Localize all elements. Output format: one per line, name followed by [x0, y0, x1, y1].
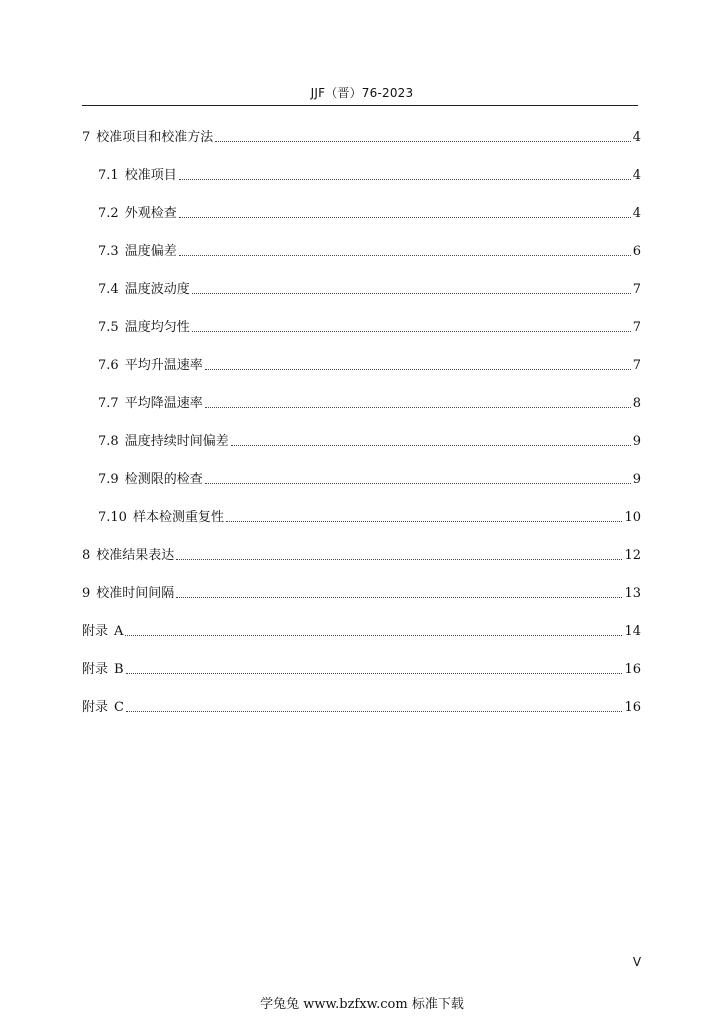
toc-entry-7-3[interactable]	[98, 242, 641, 260]
toc-entry-number: 附录	[82, 624, 109, 639]
toc-entry-7-1[interactable]	[98, 166, 641, 184]
toc-entry-title: 温度偏差	[124, 244, 177, 259]
toc-entry-number: 7.4	[98, 282, 119, 297]
toc-dot-leader	[192, 293, 631, 294]
toc-entry-title: 校准项目和校准方法	[96, 130, 214, 145]
toc-dot-leader	[176, 597, 622, 598]
toc-entry-title: 平均降温速率	[124, 396, 203, 411]
toc-entry-page: 16	[624, 700, 641, 715]
document-header-title: JJF（晋）76-2023	[310, 86, 414, 100]
toc-entry-appendix-a[interactable]	[82, 622, 641, 640]
toc-dot-leader	[226, 521, 622, 522]
toc-entry-title: 校准项目	[124, 168, 177, 183]
toc-entry-title: 温度波动度	[124, 282, 190, 297]
toc-entry-8[interactable]	[82, 546, 641, 564]
toc-entry-7-4[interactable]	[98, 280, 641, 298]
toc-entry-page: 4	[632, 168, 641, 183]
toc-entry-title: C	[114, 700, 124, 715]
toc-entry-7-2[interactable]	[98, 204, 641, 222]
toc-entry-page: 16	[624, 662, 641, 677]
toc-entry-number: 8	[82, 548, 91, 563]
toc-dot-leader	[205, 483, 631, 484]
toc-entry-page: 14	[624, 624, 641, 639]
toc-dot-leader	[231, 445, 631, 446]
toc-entry-number: 7	[82, 130, 91, 145]
toc-entry-7-9[interactable]	[98, 470, 641, 488]
toc-entry-page: 7	[632, 282, 641, 297]
toc-entry-7-10[interactable]	[98, 508, 641, 526]
toc-entry-7[interactable]	[82, 128, 641, 146]
toc-entry-page: 13	[624, 586, 641, 601]
toc-entry-number: 7.10	[98, 510, 127, 525]
toc-entry-7-6[interactable]	[98, 356, 641, 374]
toc-entry-title: A	[114, 624, 124, 639]
toc-entry-number: 9	[82, 586, 91, 601]
toc-entry-number: 7.1	[98, 168, 119, 183]
toc-entry-title: 检测限的检查	[124, 472, 203, 487]
toc-dot-leader	[126, 673, 623, 674]
toc-dot-leader	[205, 369, 631, 370]
toc-dot-leader	[205, 407, 631, 408]
toc-entry-title: 样本检测重复性	[132, 510, 224, 525]
toc-entry-number: 7.8	[98, 434, 119, 449]
toc-entry-page: 10	[624, 510, 641, 525]
toc-entry-page: 12	[624, 548, 641, 563]
footer-watermark: 学兔兔 www.bzfxw.com 标准下载	[260, 997, 464, 1012]
toc-dot-leader	[215, 141, 630, 142]
toc-dot-leader	[126, 711, 622, 712]
toc-entry-title: 温度均匀性	[124, 320, 190, 335]
toc-entry-page: 9	[632, 434, 641, 449]
toc-dot-leader	[179, 217, 631, 218]
toc-entry-appendix-b[interactable]	[82, 660, 641, 678]
toc-entry-number: 7.7	[98, 396, 119, 411]
toc-entry-page: 4	[632, 130, 641, 145]
toc-entry-page: 7	[632, 358, 641, 373]
toc-entry-number: 7.5	[98, 320, 119, 335]
toc-entry-title: 校准结果表达	[96, 548, 175, 563]
toc-dot-leader	[179, 179, 631, 180]
toc-entry-number: 7.2	[98, 206, 119, 221]
toc-entry-title: 外观检查	[124, 206, 177, 221]
toc-entry-page: 7	[632, 320, 641, 335]
toc-entry-page: 4	[632, 206, 641, 221]
toc-entry-appendix-c[interactable]	[82, 698, 641, 716]
toc-entry-7-5[interactable]	[98, 318, 641, 336]
toc-entry-number: 附录	[82, 700, 109, 715]
toc-entry-9[interactable]	[82, 584, 641, 602]
toc-dot-leader	[179, 255, 631, 256]
toc-dot-leader	[176, 559, 622, 560]
toc-entry-title: 平均升温速率	[124, 358, 203, 373]
toc-entry-7-7[interactable]	[98, 394, 641, 412]
toc-entry-number: 附录	[82, 662, 109, 677]
toc-entry-7-8[interactable]	[98, 432, 641, 450]
toc-entry-title: 温度持续时间偏差	[124, 434, 229, 449]
toc-entry-page: 6	[632, 244, 641, 259]
toc-entry-title: B	[114, 662, 124, 677]
header-divider	[82, 105, 638, 106]
page-number: V	[632, 955, 642, 969]
toc-entry-number: 7.9	[98, 472, 119, 487]
toc-entry-page: 9	[632, 472, 641, 487]
toc-dot-leader	[125, 635, 622, 636]
toc-entry-title: 校准时间间隔	[96, 586, 175, 601]
toc-entry-number: 7.3	[98, 244, 119, 259]
toc-entry-page: 8	[632, 396, 641, 411]
toc-entry-number: 7.6	[98, 358, 119, 373]
toc-dot-leader	[192, 331, 631, 332]
